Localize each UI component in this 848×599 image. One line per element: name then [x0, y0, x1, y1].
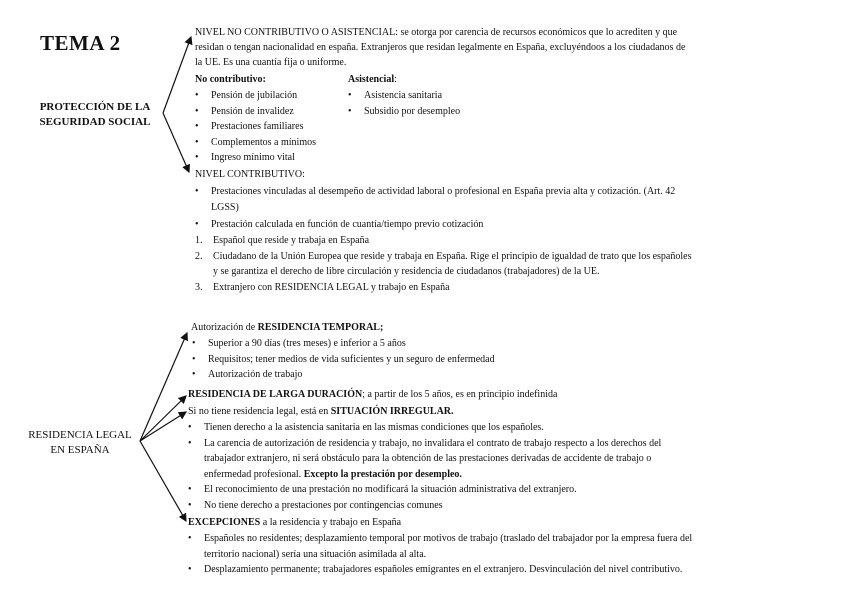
temporal-heading [191, 320, 383, 335]
list-item: • Superior a 90 días (tres meses) e inferior a 5 años [190, 336, 750, 352]
temporal-prefix: Autorización de [191, 322, 258, 333]
larga-text: ; a partir de los 5 años, es en principio indefinida [362, 389, 558, 400]
arrow-to-temporal [140, 333, 187, 441]
list-item: • Asistencia sanitaria [346, 88, 506, 104]
contributivo-heading: NIVEL CONTRIBUTIVO: [195, 169, 305, 180]
item-number: 2. [195, 250, 203, 262]
irregular-prefix: Si no tiene residencia legal, está en [188, 406, 331, 417]
irregular-list [186, 420, 806, 513]
list-item [195, 249, 795, 280]
asistencial-label: Asistencial [348, 74, 395, 85]
proteccion-label-line2: SEGURIDAD SOCIAL [39, 116, 151, 128]
item-line2: y se garantiza el derecho de libre circulación y residencia de ciudadanos (trabajadores) de la UE. [213, 266, 600, 277]
contributivo-numbered [195, 233, 795, 295]
item-line1: Ciudadano de la Unión Europea que reside y trabaja en España. Rige el principio de igualdad de trato que los españoles [213, 250, 692, 262]
contributivo-bullets [193, 184, 793, 233]
asistencial-text-line3: la UE. Es una cuantía fija o uniforme. [195, 57, 347, 68]
list-item: • El reconocimiento de una prestación no modificará la situación administrativa del extranjero. [186, 482, 806, 498]
temporal-bold: RESIDENCIA TEMPORAL; [257, 322, 384, 333]
list-item: • Prestaciones familiares [193, 119, 353, 135]
list-item: • No tiene derecho a prestaciones por contingencias comunes [186, 498, 806, 514]
residencia-label [20, 428, 140, 458]
irregular-item2-bold: Excepto la prestación por desempleo. [303, 468, 462, 480]
irregular-bold: SITUACIÓN IRREGULAR. [330, 406, 454, 417]
list-item: • Pensión de jubilación [193, 88, 353, 104]
proteccion-label [30, 100, 160, 130]
excepciones-list [186, 531, 826, 578]
asistencial-text-line1: : se otorga por carencia de recursos económicos que lo acrediten y que [395, 27, 678, 38]
residencia-label-line2: EN ESPAÑA [50, 444, 110, 456]
irregular-heading [188, 404, 454, 419]
list-item [186, 531, 826, 562]
excepciones-item1-line2: territorio nacional) sería una situación asimilada al alta. [204, 548, 427, 560]
irregular-item2-line1: • La carencia de autorización de residencia y trabajo, no invalidara el contrato de trabajo respecto a los derechos del [204, 437, 662, 449]
temporal-list [190, 336, 750, 383]
list-item: • Prestación calculada en función de cuantía/tiempo previo cotización [193, 217, 793, 233]
list-item [195, 233, 795, 249]
item-line1: Extranjero con RESIDENCIA LEGAL y trabajo en España [213, 281, 450, 293]
item-number: 1. [195, 235, 203, 246]
contributivo-bullet1-line1: • Prestaciones vinculadas al desempeño de actividad laboral o profesional en España previa alta y cotización. (Art. 42 [211, 186, 676, 197]
arrow-to-contributivo [163, 113, 189, 172]
excepciones-bold: EXCEPCIONES [188, 517, 261, 528]
list-item: • Tienen derecho a la asistencia sanitaria en las mismas condiciones que los españoles. [186, 420, 806, 436]
item-number: 3. [195, 281, 203, 293]
arrow-to-excepciones [140, 441, 186, 521]
irregular-item2-line3: enfermedad profesional. [204, 468, 304, 480]
list-item [193, 184, 793, 215]
proteccion-label-line1: PROTECCIÓN DE LA [39, 101, 151, 113]
asistencial-heading: NIVEL NO CONTRIBUTIVO O ASISTENCIAL [195, 27, 396, 38]
asistencial-colon: : [394, 74, 397, 85]
list-item [195, 280, 795, 296]
no-contributivo-list [193, 88, 353, 166]
asistencial-section [195, 25, 835, 70]
list-item: • Requisitos; tener medios de vida suficientes y un seguro de enfermedad [190, 352, 750, 368]
larga-heading [188, 387, 557, 402]
excepciones-item1-line1: • Españoles no residentes; desplazamiento temporal por motivos de trabajo (traslado del trabajador por la empresa fuera del [204, 533, 693, 544]
list-item: • Pensión de invalidez [193, 104, 353, 120]
list-item: • Autorización de trabajo [190, 367, 750, 383]
excepciones-text: a la residencia y trabajo en España [260, 517, 402, 528]
list-item [186, 436, 806, 483]
asistencial-list [346, 88, 506, 119]
page-title: TEMA 2 [40, 31, 121, 55]
item-line1: Español que reside y trabaja en España [213, 235, 370, 246]
list-item: • Subsidio por desempleo [346, 104, 506, 120]
excepciones-heading [188, 515, 401, 530]
asistencial-label-wrap [348, 72, 397, 87]
list-item: • Ingreso mínimo vital [193, 150, 353, 166]
arrow-to-asistencial [163, 37, 191, 113]
contributivo-bullet1-line2: LGSS) [211, 201, 239, 213]
list-item: • Complementos a mínimos [193, 135, 353, 151]
asistencial-text-line2: residan o tengan nacionalidad en españa. Extranjeros que residan legalmente en España, excluyéndoos a los ciudadanos de [195, 42, 686, 53]
list-item: • Desplazamiento permanente; trabajadores españoles emigrantes en el extranjero. Desvinculación del nivel contributivo. [186, 562, 826, 578]
larga-bold: RESIDENCIA DE LARGA DURACIÓN [188, 389, 363, 400]
no-contributivo-label: No contributivo: [195, 74, 266, 85]
irregular-item2-line2: trabajador extranjero, ni será obstáculo para la obtención de las prestaciones derivadas de accidente de trabajo o [204, 453, 652, 464]
arrow-to-larga [140, 396, 186, 441]
residencia-label-line1: RESIDENCIA LEGAL [28, 429, 132, 441]
